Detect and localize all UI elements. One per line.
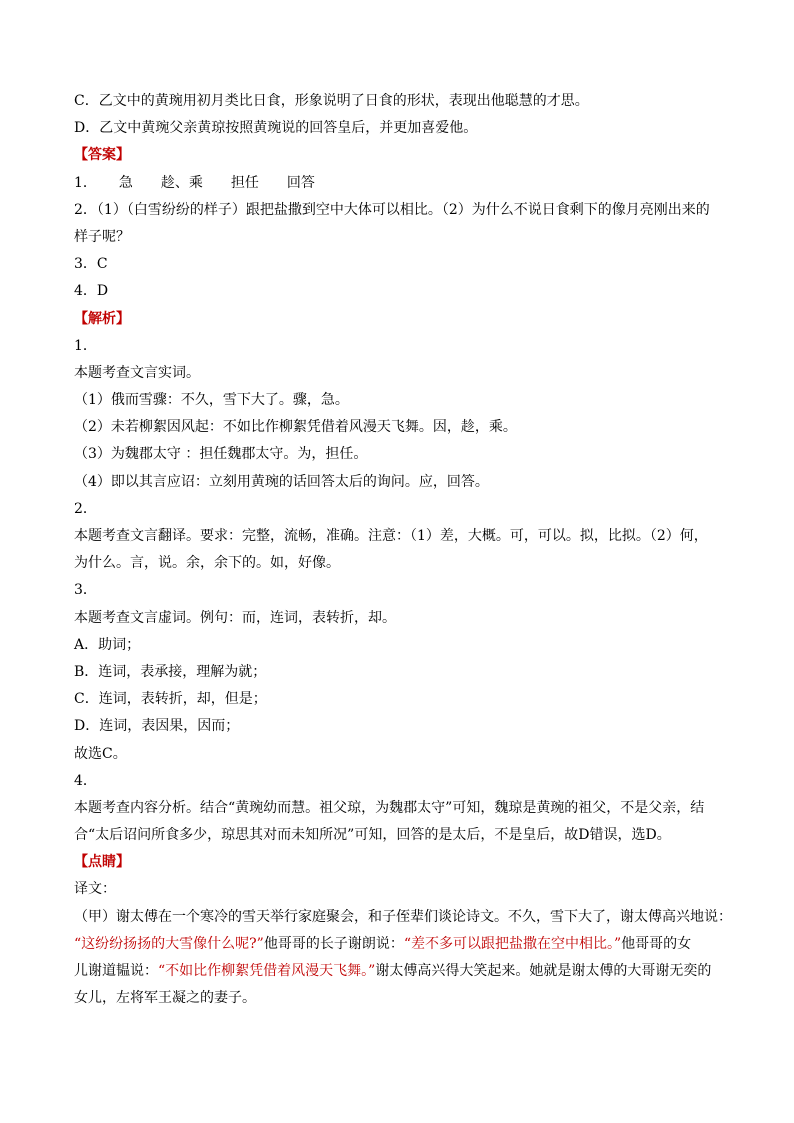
analysis-line: D．连词，表因果，因而； <box>74 718 240 735</box>
answer-q3: 3．C <box>74 256 108 273</box>
answer-q1-item: 担任 <box>230 174 259 191</box>
answer-q1-item: 急 <box>118 174 133 191</box>
answer-q1-number: 1． <box>74 174 97 191</box>
analysis-line: 4． <box>74 772 97 789</box>
quote-red: “不如比作柳絮凭借着风漫天飞舞。” <box>158 963 376 979</box>
translation-text: 他哥哥的长子谢朗说： <box>263 935 404 952</box>
answer-q1-item: 回答 <box>286 174 315 191</box>
document-page <box>74 88 732 1012</box>
translation-line: （甲）谢太傅在一个寒冷的雪天举行家庭聚会，和子侄辈们谈论诗文。不久，雪下大了，谢太傅高兴地说： <box>74 908 732 925</box>
analysis-line: （1）俄而雪骤：不久，雪下大了。骤，急。 <box>74 392 349 409</box>
answer-q2-line1: 2．（1）（白雪纷纷的样子）跟把盐撒到空中大体可以相比。（2）为什么不说日食剩下的像月亮刚出来的 <box>74 201 710 218</box>
analysis-line: （3）为魏郡太守 ：担任魏郡太守。为，担任。 <box>74 446 368 463</box>
analysis-line: 本题考查文言翻译。要求：完整，流畅，准确。注意：（1）差，大概。可，可以。拟，比拟。（2）何， <box>74 528 708 544</box>
quote-red: “这纷纷扬扬的大雪像什么呢?” <box>74 935 264 952</box>
comment-heading: 【点睛】 <box>74 854 130 871</box>
analysis-line: B．连词，表承接，理解为就； <box>74 663 267 680</box>
answer-q2-line2: 样子呢？ <box>74 228 130 245</box>
translation-text: 谢太傅高兴得大笑起来。她就是谢太傅的大哥谢无奕的 <box>375 963 712 979</box>
analysis-line: （4）即以其言应诏：立刻用黄琬的话回答太后的询问。应，回答。 <box>74 473 489 490</box>
analysis-line: C．连词，表转折，却，但是； <box>74 691 267 708</box>
answer-q1-item: 趁、乘 <box>160 174 203 191</box>
analysis-line: 3． <box>74 582 97 599</box>
analysis-line: 本题考查文言实词。 <box>74 364 200 381</box>
quote-red: “差不多可以跟把盐撒在空中相比。” <box>403 935 622 952</box>
analysis-line: 1． <box>74 337 97 354</box>
analysis-line: 本题考查内容分析。结合“黄琬幼而慧。祖父琼，为魏郡太守”可知，魏琼是黄琬的祖父，不是父亲，结 <box>74 799 705 816</box>
translation-line <box>74 958 722 985</box>
translation-line <box>74 931 722 958</box>
analysis-line: 2． <box>74 500 97 517</box>
analysis-line: 为什么。言，说。余，余下的。如，好像。 <box>74 555 340 572</box>
analysis-line: 本题考查文言虚词。例句：而，连词，表转折，却。 <box>74 609 396 626</box>
translation-text: 他哥哥的女 <box>621 935 692 952</box>
analysis-line: 合“太后诏问所食多少，琼思其对而未知所况”可知，回答的是太后，不是皇后，故D错误，选D。 <box>74 827 671 844</box>
answer-q1 <box>74 170 722 197</box>
analysis-heading: 【解析】 <box>74 310 130 327</box>
answer-q4: 4．D <box>74 283 109 300</box>
option-d: D．乙文中黄琬父亲黄琼按照黄琬说的回答皇后，并更加喜爱他。 <box>74 120 478 137</box>
translation-line: 女儿，左将军王凝之的妻子。 <box>74 990 256 1007</box>
answer-heading: 【答案】 <box>74 147 130 164</box>
analysis-line: 故选C。 <box>74 745 127 762</box>
analysis-line: （2）未若柳絮因风起：不如比作柳絮凭借着风漫天飞舞。因，趁，乘。 <box>74 419 517 436</box>
translation-text: 儿谢道韫说： <box>74 963 158 979</box>
option-c: C．乙文中的黄琬用初月类比日食，形象说明了日食的形状，表现出他聪慧的才思。 <box>74 93 589 109</box>
translation-label: 译文： <box>74 881 116 898</box>
analysis-line: A．助词； <box>74 636 141 653</box>
